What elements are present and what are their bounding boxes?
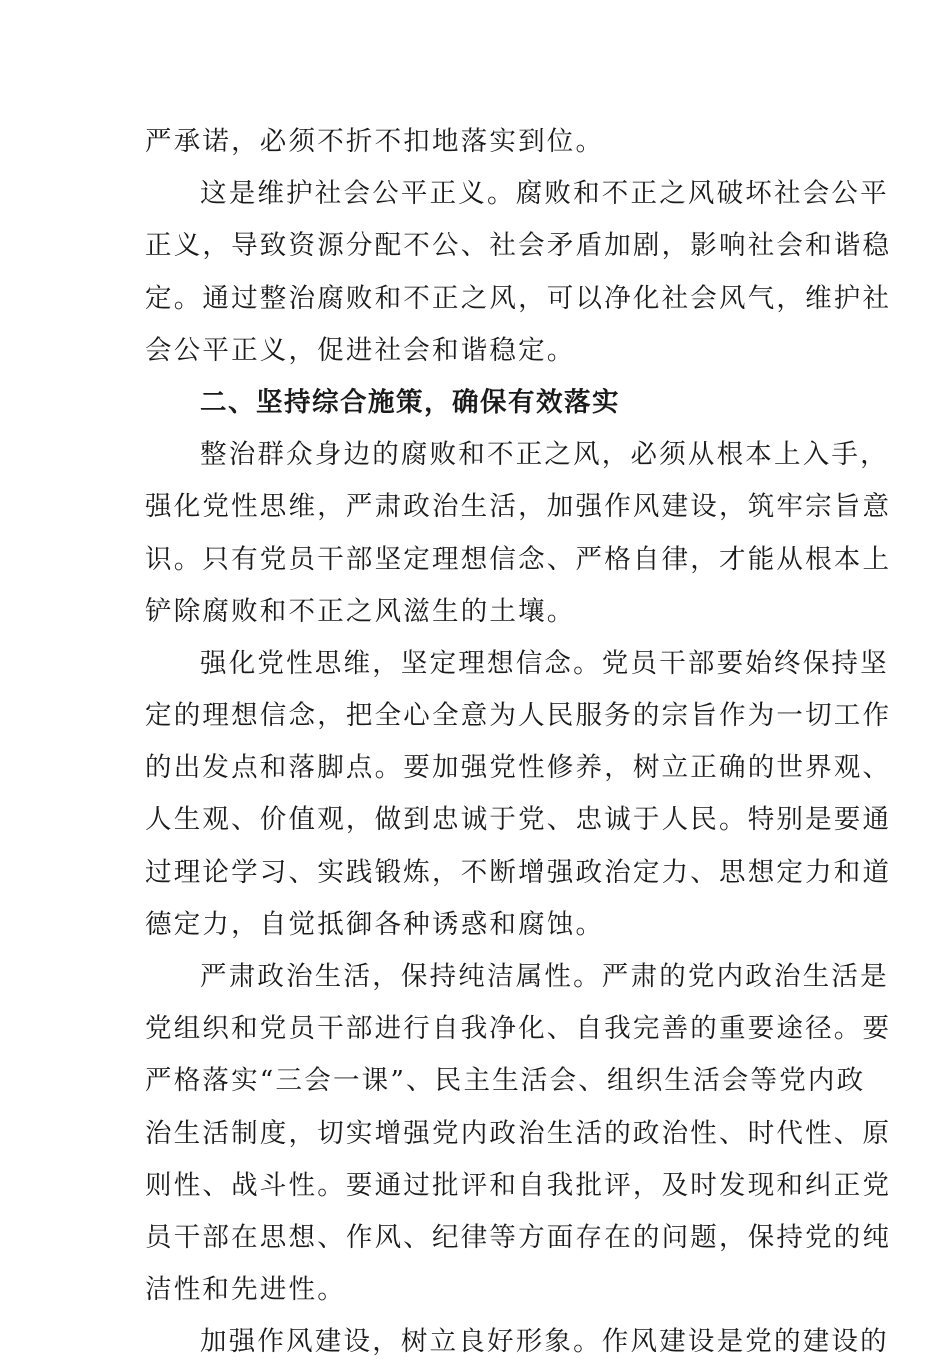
paragraph-line: 人生观、价值观，做到忠诚于党、忠诚于人民。特别是要通: [145, 804, 892, 836]
paragraph-line: 治生活制度，切实增强党内政治生活的政治性、时代性、原: [145, 1117, 892, 1149]
heading-text: 二、坚持综合施策，确保有效落实: [200, 386, 620, 418]
paragraph-line: 洁性和先进性。: [145, 1274, 346, 1306]
paragraph: [145, 638, 892, 951]
paragraph-line: 定的理想信念，把全心全意为人民服务的宗旨作为一切工作: [145, 700, 892, 732]
paragraph-line: 严肃政治生活，保持纯洁属性。严肃的党内政治生活是: [200, 961, 889, 992]
paragraph-line: 则性、战斗性。要通过批评和自我批评，及时发现和纠正党: [145, 1169, 892, 1201]
paragraph: [145, 1316, 889, 1368]
paragraph-line: 严承诺，必须不折不扣地落实到位。: [145, 126, 605, 157]
paragraph-line: 定。通过整治腐败和不正之风，可以净化社会风气，维护社: [145, 282, 892, 314]
paragraph-line: 严格落实“三会一课”、民主生活会、组织生活会等党内政: [145, 1065, 866, 1097]
paragraph: [145, 168, 892, 377]
paragraph-line: 铲除腐败和不正之风滋生的土壤。: [145, 595, 576, 627]
paragraph-line: 的出发点和落脚点。要加强党性修养，树立正确的世界观、: [145, 752, 892, 784]
paragraph: [145, 951, 892, 1316]
paragraph: [145, 429, 892, 638]
document-body: [145, 116, 892, 1369]
paragraph-line: 德定力，自觉抵御各种诱惑和腐蚀。: [145, 908, 605, 940]
paragraph-line: 正义，导致资源分配不公、社会矛盾加剧，影响社会和谐稳: [145, 230, 892, 262]
paragraph-line: 这是维护社会公平正义。腐败和不正之风破坏社会公平: [200, 178, 889, 210]
paragraph-line: 识。只有党员干部坚定理想信念、严格自律，才能从根本上: [145, 543, 892, 575]
paragraph-line: 加强作风建设，树立良好形象。作风建设是党的建设的: [200, 1326, 889, 1358]
paragraph-line: 党组织和党员干部进行自我净化、自我完善的重要途径。要: [145, 1013, 892, 1045]
paragraph-line: 强化党性思维，严肃政治生活，加强作风建设，筑牢宗旨意: [145, 491, 892, 523]
paragraph-line: 强化党性思维，坚定理想信念。党员干部要始终保持坚: [200, 647, 889, 679]
paragraph-line: 整治群众身边的腐败和不正之风，必须从根本上入手，: [200, 439, 889, 471]
section-heading: [145, 377, 813, 429]
paragraph-line: 过理论学习、实践锻炼，不断增强政治定力、思想定力和道: [145, 856, 892, 888]
paragraph: [145, 116, 813, 168]
paragraph-line: 员干部在思想、作风、纪律等方面存在的问题，保持党的纯: [145, 1221, 892, 1253]
paragraph-line: 会公平正义，促进社会和谐稳定。: [145, 334, 576, 366]
